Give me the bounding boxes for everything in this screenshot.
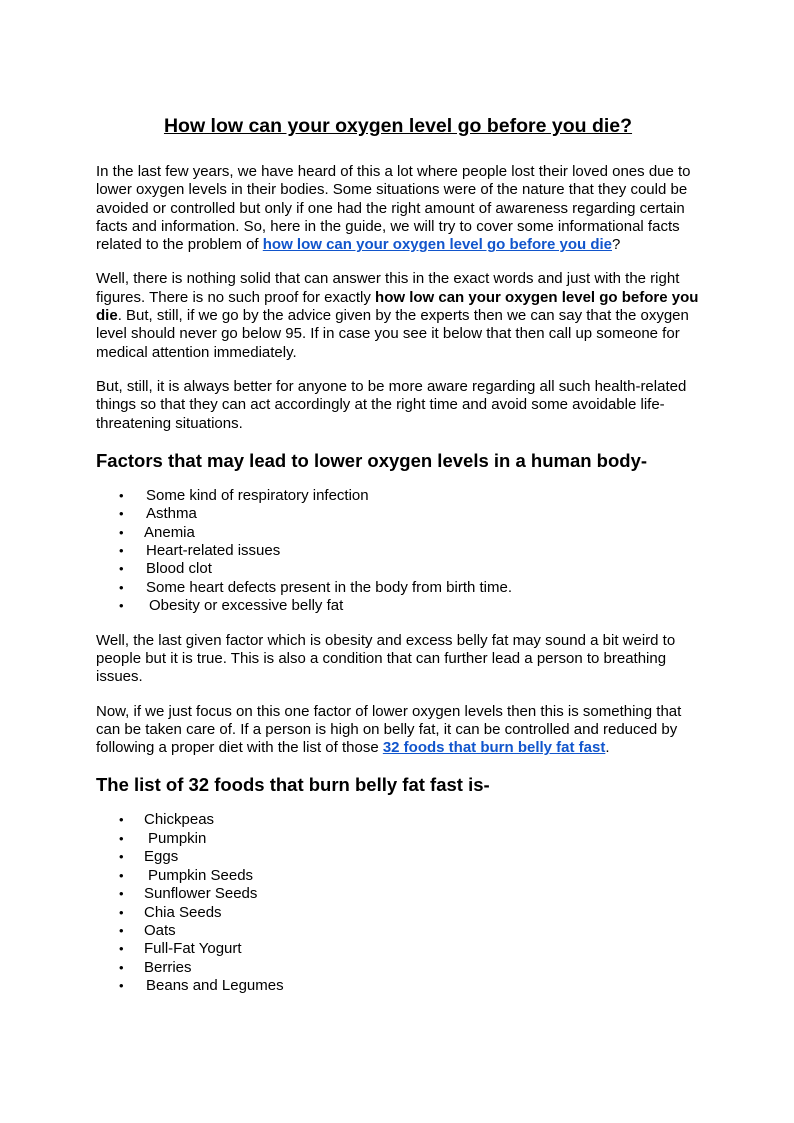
list-item: • Berries <box>96 959 700 977</box>
belly-fat-foods-link[interactable]: 32 foods that burn belly fat fast <box>382 739 606 757</box>
list-item: • Chickpeas <box>96 811 700 829</box>
list-item: • Beans and Legumes <box>96 977 700 995</box>
list-item: • Sunflower Seeds <box>96 885 700 903</box>
document-body <box>96 112 700 1012</box>
intro-text: In the last few years, we have heard of this a lot where people lost their loved ones due to lower oxygen levels in their bodies. Some situations were of the nature that they could be avoided or controlled but only if one had the right amount of awareness regarding certain facts and information. So, here in the guide, we will try to cover some informational facts related to the problem of <box>96 163 691 254</box>
factors-heading: Factors that may lead to lower oxygen levels in a human body- <box>96 449 648 471</box>
factors-list <box>96 487 700 616</box>
list-item: • Oats <box>96 922 700 940</box>
list-item: • Heart-related issues <box>96 542 700 560</box>
list-item: • Pumpkin Seeds <box>96 867 700 885</box>
awareness-paragraph: But, still, it is always better for anyone to be more aware regarding all such health-related things so that they can act accordingly at the right time and avoid some avoidable life-threatening situations. <box>96 377 687 432</box>
page-title: How low can your oxygen level go before you die? <box>163 115 633 137</box>
answer-text-end: . But, still, if we go by the advice given by the experts then we can say that the oxygen level should never go below 95. If in case you see it below that then call up someone for medical attention immediately. <box>96 307 689 361</box>
list-item: • Some kind of respiratory infection <box>96 487 700 505</box>
list-item: • Asthma <box>96 505 700 523</box>
list-item: • Full-Fat Yogurt <box>96 940 700 958</box>
list-item: • Obesity or excessive belly fat <box>96 597 700 615</box>
answer-paragraph <box>96 270 700 361</box>
intro-end: ? <box>612 236 621 254</box>
list-item: • Pumpkin <box>96 830 700 848</box>
list-item: • Eggs <box>96 848 700 866</box>
oxygen-level-link[interactable]: how low can your oxygen level go before you die <box>262 236 612 254</box>
list-item: • Anemia <box>96 524 700 542</box>
foods-list <box>96 811 700 995</box>
list-item: • Chia Seeds <box>96 904 700 922</box>
list-item: • Some heart defects present in the body from birth time. <box>96 579 700 597</box>
foods-heading: The list of 32 foods that burn belly fat fast is- <box>96 774 490 796</box>
diet-text-start: Now, if we just focus on this one factor of lower oxygen levels then this is something that can be taken care of. If a person is high on belly fat, it can be controlled and reduced by following a proper diet with the list of those <box>96 702 682 757</box>
diet-paragraph <box>96 703 700 758</box>
list-item: • Blood clot <box>96 560 700 578</box>
obesity-paragraph: Well, the last given factor which is obesity and excess belly fat may sound a bit weird to people but it is true. This is also a condition that can further lead a person to breathing issues. <box>96 631 676 686</box>
intro-paragraph <box>96 163 700 254</box>
answer-bold-phrase: how low can your oxygen level go before you die <box>96 288 699 325</box>
answer-text-start: Well, there is nothing solid that can answer this in the exact words and just with the right figures. There is no such proof for exactly <box>96 270 680 306</box>
diet-text-end: . <box>605 739 610 757</box>
